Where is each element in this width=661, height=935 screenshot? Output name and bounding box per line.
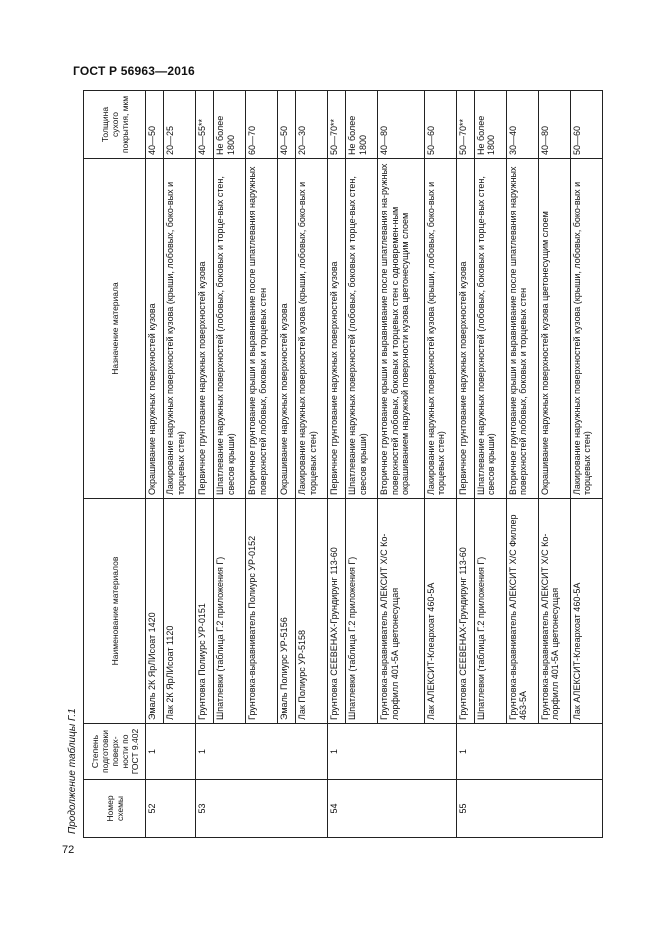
cell-purpose: Первичное грунтование наружных поверхностей кузова	[328, 159, 346, 499]
cell-thickness: 40—55**	[196, 91, 214, 159]
page-number: 72	[62, 844, 75, 856]
table-header-row	[84, 91, 146, 838]
cell-purpose: Шпатлевание наружных поверхностей (лобовых, боковых и торце-вых стен, свесов крыши)	[346, 159, 378, 499]
table-row	[456, 91, 474, 838]
cell-purpose: Вторичное грунтование крыши и выравнивание после шпатлевания наружных поверхностей лобовых, боковых и торцевых стен	[246, 159, 278, 499]
materials-table	[83, 90, 603, 838]
cell-material: Грунтовка-выравниватель АЛЕКСИТ Х/С Ко-лорфилл 401-5А цветонесущая	[378, 499, 424, 724]
cell-material: Грунтовка-выравниватель АЛЕКСИТ Х/С Ко-лорфилл 401-5А цветонесущая	[538, 499, 570, 724]
cell-scheme: 54	[328, 780, 456, 838]
cell-thickness: 40—80	[378, 91, 424, 159]
cell-material: Грунтовка-выравниватель АЛЕКСИТ Х/С Филлер 463-5А	[506, 499, 538, 724]
cell-purpose: Первичное грунтование наружных поверхностей кузова	[456, 159, 474, 499]
cell-degree: 1	[146, 724, 196, 780]
cell-thickness: 40—50	[146, 91, 164, 159]
cell-purpose: Шпатлевание наружных поверхностей (лобовых, боковых и торце-вых стен, свесов крыши)	[214, 159, 246, 499]
cell-material: Лак АЛЕКСИТ-Клеархоат 460-5А	[570, 499, 602, 724]
cell-material: Грунтовка-выравниватель Полиурс УР-0152	[246, 499, 278, 724]
cell-purpose: Лакирование наружных поверхностей кузова (крыши, лобовых, боко-вых и торцевых стен)	[424, 159, 456, 499]
cell-thickness: 50—60	[570, 91, 602, 159]
cell-scheme: 52	[146, 780, 196, 838]
cell-purpose: Лакирование наружных поверхностей кузова (крыши, лобовых, боко-вых и торцевых стен)	[164, 159, 196, 499]
cell-material: Лак 2К ЯрЛИсоат 1120	[164, 499, 196, 724]
cell-material: Лак Полиурс УР-5158	[296, 499, 328, 724]
cell-thickness: 50—70**	[328, 91, 346, 159]
cell-scheme: 53	[196, 780, 328, 838]
cell-degree: 1	[328, 724, 456, 780]
cell-degree: 1	[456, 724, 602, 780]
cell-thickness: Не более 1800	[474, 91, 506, 159]
cell-material: Шпатлевки (таблица Г.2 приложения Г)	[474, 499, 506, 724]
cell-thickness: Не более 1800	[346, 91, 378, 159]
cell-thickness: 40—80	[538, 91, 570, 159]
cell-purpose: Окрашивание наружных поверхностей кузова	[278, 159, 296, 499]
table-row	[196, 91, 214, 838]
table-row	[146, 91, 164, 838]
rotated-table-wrapper	[63, 91, 603, 838]
cell-thickness: 60—70	[246, 91, 278, 159]
cell-material: Грунтовка Полиурс УР-0151	[196, 499, 214, 724]
cell-material: Эмаль Полиурс УР-5156	[278, 499, 296, 724]
cell-purpose: Шпатлевание наружных поверхностей (лобовых, боковых и торце-вых стен, свесов крыши)	[474, 159, 506, 499]
header-thickness: Толщина сухого покрытия, мкм	[84, 91, 146, 159]
cell-purpose: Первичное грунтование наружных поверхностей кузова	[196, 159, 214, 499]
header-degree: Степень подготовки поверх-ности по ГОСТ 9.402	[84, 724, 146, 780]
cell-thickness: 50—70**	[456, 91, 474, 159]
cell-material: Шпатлевки (таблица Г.2 приложения Г)	[214, 499, 246, 724]
cell-thickness: 50—60	[424, 91, 456, 159]
cell-material: Грунтовка CEEBEHAX-Грундирунг 113-60	[456, 499, 474, 724]
cell-thickness: 20—25	[164, 91, 196, 159]
cell-thickness: 20—30	[296, 91, 328, 159]
cell-purpose: Окрашивание наружных поверхностей кузова цветонесущим слоем	[538, 159, 570, 499]
cell-purpose: Вторичное грунтование крыши и выравнивание после шпатлевания наружных поверхностей лобовых, боковых и торцевых стен	[506, 159, 538, 499]
cell-scheme: 55	[456, 780, 602, 838]
header-purpose: Назначение материала	[84, 159, 146, 499]
cell-thickness: Не более 1800	[214, 91, 246, 159]
header-material: Наименование материалов	[84, 499, 146, 724]
cell-degree: 1	[196, 724, 328, 780]
cell-purpose: Вторичное грунтование крыши и выравнивание после шпатлевания на-ружных поверхностей лобовых, боковых и торцевых стен с одновремен-ным окрашиванием наружной поверхности кузова цветонесущим слоем	[378, 159, 424, 499]
cell-thickness: 40—50	[278, 91, 296, 159]
header-scheme: Номер схемы	[84, 780, 146, 838]
cell-purpose: Лакирование наружных поверхностей кузова (крыши, лобовых, боко-вых и торцевых стен)	[296, 159, 328, 499]
cell-material: Грунтовка CEEBEHAX-Грундирунг 113-60	[328, 499, 346, 724]
cell-purpose: Окрашивание наружных поверхностей кузова	[146, 159, 164, 499]
cell-purpose: Лакирование наружных поверхностей кузова (крыши, лобовых, боко-вых и торцевых стен)	[570, 159, 602, 499]
cell-thickness: 30—40	[506, 91, 538, 159]
table-caption: Продолжение таблицы Г.1	[67, 708, 78, 834]
cell-material: Шпатлевки (таблица Г.2 приложения Г)	[346, 499, 378, 724]
cell-material: Лак АЛЕКСИТ-Клеархоат 460-5А	[424, 499, 456, 724]
cell-material: Эмаль 2К ЯрЛИсоат 1420	[146, 499, 164, 724]
table-row	[328, 91, 346, 838]
document-title: ГОСТ Р 56963—2016	[73, 64, 195, 78]
